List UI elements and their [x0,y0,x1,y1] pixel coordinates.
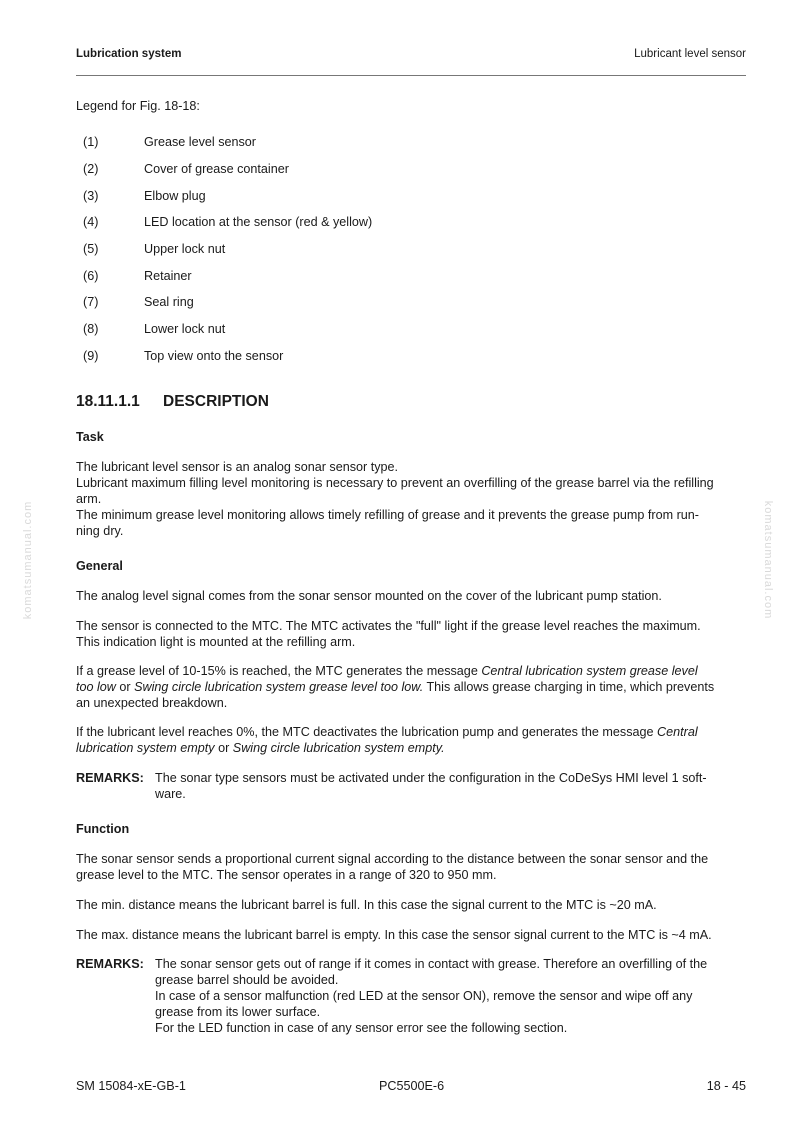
general-heading: General [76,559,123,573]
task-heading: Task [76,430,104,444]
legend-number: (1) [83,135,99,149]
legend-number: (7) [83,295,99,309]
general-paragraph-4: If the lubricant level reaches 0%, the MTC deactivates the lubrication pump and generates the message Central lubrication system empty or Swing circle lubrication system empty. [76,725,698,755]
page-header [76,48,746,62]
footer-model: PC5500E-6 [379,1079,445,1093]
footer-document-id: SM 15084-xE-GB-1 [76,1079,186,1093]
footer-page-number: 18 - 45 [706,1079,746,1093]
task-paragraph: The lubricant level sensor is an analog sonar sensor type. Lubricant maximum filling level monitoring is necessary to prevent an overfilling of the grease barrel via the refilling arm. The minimum grease level monitoring allows timely refilling of grease and it prevents the grease pump from run- ning dry. [76,460,714,538]
legend-number: (4) [83,215,99,229]
legend-text: Upper lock nut [144,242,226,256]
legend-text: Grease level sensor [144,135,256,149]
legend-text: Lower lock nut [144,322,226,336]
legend-text: Cover of grease container [144,162,289,176]
header-chapter: Lubrication system [76,48,182,60]
legend-number: (5) [83,242,99,256]
section-number: 18.11.1.1 [76,393,140,410]
function-heading: Function [76,822,130,836]
remarks-label: REMARKS: [76,957,144,971]
legend-number: (6) [83,269,99,283]
function-paragraph-1: The sonar sensor sends a proportional current signal according to the distance between the sonar sensor and the grease level to the MTC. The sensor operates in a range of 320 to 950 mm. [76,852,709,882]
legend-title: Legend for Fig. 18-18: [76,99,200,113]
legend-text: Top view onto the sensor [144,349,284,363]
legend-number: (2) [83,162,99,176]
legend-number: (8) [83,322,99,336]
function-paragraph-2: The min. distance means the lubricant barrel is full. In this case the signal current to the MTC is ~20 mA. [76,898,657,912]
function-remarks: REMARKS: The sonar sensor gets out of range if it comes in contact with grease. Therefore an overfilling of the grease barrel should be avoided. In case of a sensor malfunction (red LED at the sensor ON), remove the sensor and wipe off any grease from its lower surface. For the LED function in case of any sensor error see the following section. [76,957,708,1035]
general-remarks: REMARKS: The sonar type sensors must be activated under the configuration in the CoDeSys HMI level 1 soft- ware. [76,771,707,801]
section-heading [76,393,269,411]
general-paragraph-3: If a grease level of 10-15% is reached, the MTC generates the message Central lubrication system grease level too low or Swing circle lubrication system grease level too low. This allows grease charging in time, which prevents an unexpected breakdown. [76,664,715,710]
function-paragraph-3: The max. distance means the lubricant barrel is empty. In this case the sensor signal current to the MTC is ~4 mA. [76,928,712,942]
legend-text: Elbow plug [144,189,206,203]
legend-number: (9) [83,349,99,363]
legend-text: Retainer [144,269,192,283]
legend-text: LED location at the sensor (red & yellow) [144,215,373,229]
header-topic: Lubricant level sensor [634,48,746,60]
watermark-left: komatsumanual.com [22,500,34,620]
legend-number: (3) [83,189,99,203]
general-paragraph-2: The sensor is connected to the MTC. The MTC activates the "full" light if the grease level reaches the maximum. This indication light is mounted at the refilling arm. [76,619,701,649]
remarks-label: REMARKS: [76,771,144,785]
section-title: DESCRIPTION [163,393,269,410]
watermark-right: komatsumanual.com [762,500,774,620]
legend-text: Seal ring [144,295,194,309]
header-divider [76,75,746,76]
general-paragraph-1: The analog level signal comes from the sonar sensor mounted on the cover of the lubricant pump station. [76,589,662,603]
